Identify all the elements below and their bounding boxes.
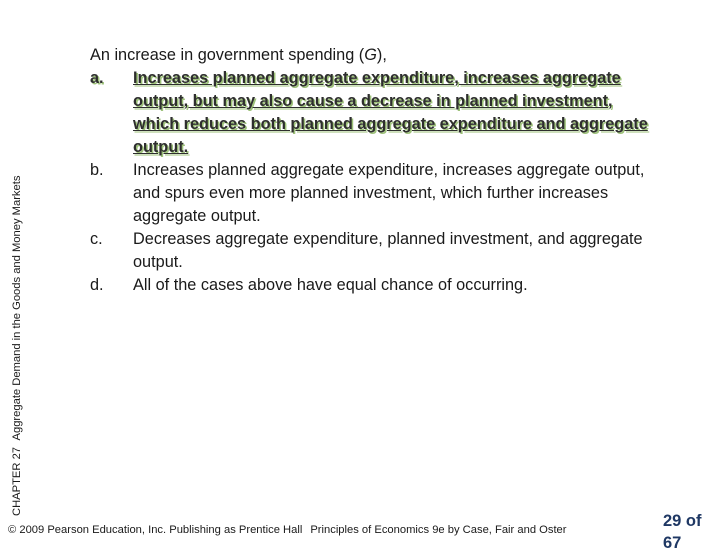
- option-letter: a.: [90, 69, 104, 87]
- option-text: Increases planned aggregate expenditure, increases aggregate output, and spurs even more planned investment, which further increases aggregate output.: [133, 161, 645, 225]
- question-stem-italic: G: [364, 46, 377, 64]
- question-block: [90, 44, 650, 297]
- copyright-text: © 2009 Pearson Education, Inc. Publishing as Prentice Hall: [8, 524, 303, 536]
- option-letter: b.: [90, 161, 104, 179]
- question-stem: [90, 44, 650, 67]
- option-letter: c.: [90, 230, 103, 248]
- question-stem-after: ),: [376, 46, 387, 64]
- answer-option-d: [90, 274, 650, 297]
- side-caption: [8, 96, 26, 516]
- page-number: 29 of 67: [663, 512, 702, 552]
- chapter-title: Aggregate Demand in the Goods and Money Markets: [11, 175, 23, 441]
- answer-options: [90, 67, 650, 297]
- option-text: All of the cases above have equal chance of occurring.: [133, 276, 528, 294]
- option-text: Decreases aggregate expenditure, planned investment, and aggregate output.: [133, 230, 643, 271]
- answer-option-b: [90, 159, 650, 228]
- answer-option-c: [90, 228, 650, 274]
- footer: [8, 522, 567, 538]
- book-title: Principles of Economics 9e by Case, Fair and Oster: [310, 524, 567, 536]
- option-text: Increases planned aggregate expenditure, increases aggregate output, but may also cause a decrease in planned investment, which reduces both planned aggregate expenditure and aggregate output.: [133, 69, 648, 156]
- option-letter: d.: [90, 276, 104, 294]
- answer-option-a: [90, 67, 650, 159]
- question-stem-before: An increase in government spending (: [90, 46, 365, 64]
- chapter-label: CHAPTER 27: [11, 446, 23, 516]
